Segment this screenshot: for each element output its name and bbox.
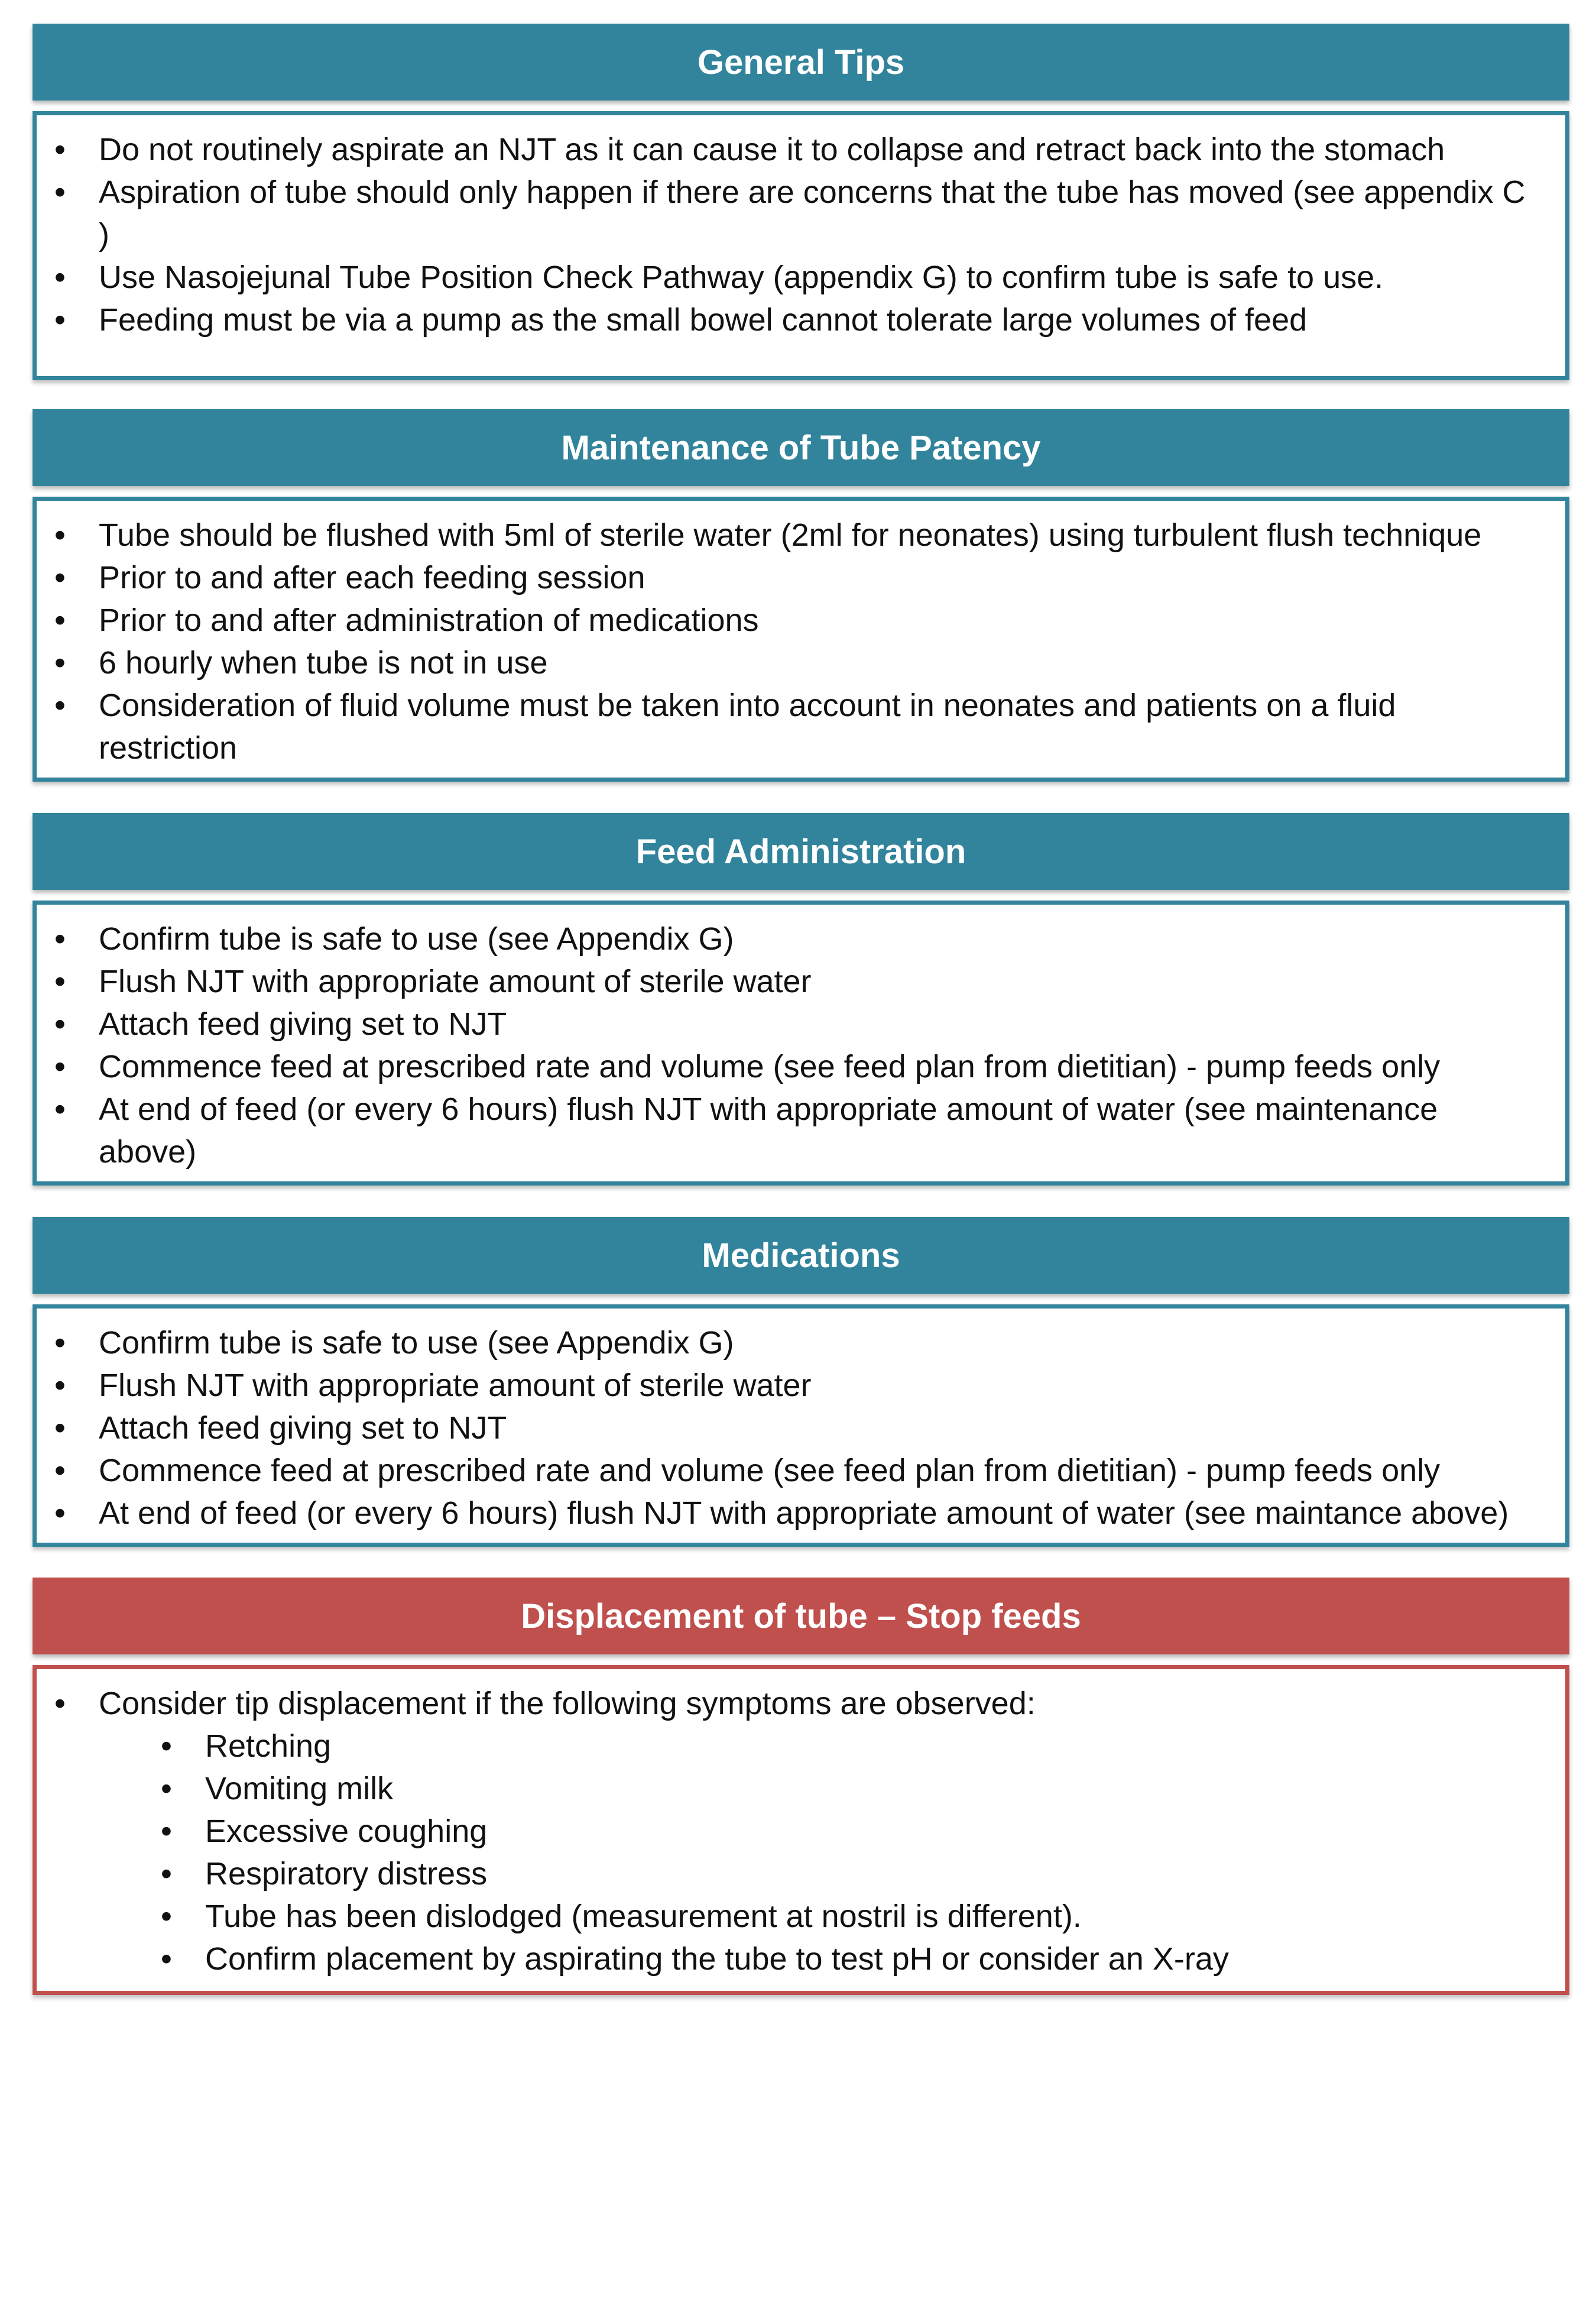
list-item: • Consideration of fluid volume must be taken into account in neonates and patients on a fluid restriction	[37, 684, 1542, 769]
list-item: • Attach feed giving set to NJT	[37, 1407, 1542, 1449]
list-item: • Confirm tube is safe to use (see Appendix G)	[37, 1322, 1542, 1364]
bullet-icon: •	[161, 1856, 172, 1892]
section-title: Maintenance of Tube Patency	[561, 428, 1041, 467]
bullet-icon: •	[54, 132, 66, 167]
list-item: • Feeding must be via a pump as the small bowel cannot tolerate large volumes of feed	[37, 299, 1542, 341]
list-item: • Prior to and after administration of medications	[37, 599, 1542, 642]
section-header	[33, 24, 1569, 101]
sub-list-item: • Retching	[37, 1725, 1542, 1767]
sub-list-item: • Tube has been dislodged (measurement at nostril is different).	[37, 1895, 1542, 1938]
bullet-icon: •	[161, 1728, 172, 1764]
section-title: Feed Administration	[635, 832, 966, 871]
bullet-icon: •	[54, 517, 66, 553]
list-item: • Flush NJT with appropriate amount of sterile water	[37, 960, 1542, 1003]
section-body	[33, 1304, 1569, 1547]
section-title: Medications	[702, 1236, 900, 1275]
list-item: • At end of feed (or every 6 hours) flush NJT with appropriate amount of water (see maintance above)	[37, 1492, 1542, 1534]
bullet-icon: •	[54, 560, 66, 595]
bullet-icon: •	[54, 1325, 66, 1361]
bullet-icon: •	[161, 1771, 172, 1806]
list-item: • Consider tip displacement if the following symptoms are observed:	[37, 1682, 1542, 1725]
section-header	[33, 1578, 1569, 1654]
bullet-icon: •	[54, 964, 66, 999]
bullet-icon: •	[161, 1813, 172, 1849]
list-item: • Confirm tube is safe to use (see Appendix G)	[37, 918, 1542, 960]
bullet-list	[37, 128, 1542, 341]
bullet-icon: •	[54, 1686, 66, 1721]
list-item: • Tube should be flushed with 5ml of sterile water (2ml for neonates) using turbulent flush technique	[37, 514, 1542, 556]
section-body	[33, 497, 1569, 782]
list-item: • Use Nasojejunal Tube Position Check Pathway (appendix G) to confirm tube is safe to use.	[37, 256, 1542, 299]
section-header	[33, 813, 1569, 890]
list-item: • Aspiration of tube should only happen if there are concerns that the tube has moved (see appendix C )	[37, 171, 1542, 256]
bullet-list	[37, 1322, 1542, 1534]
section-title: General Tips	[697, 43, 905, 82]
bullet-icon: •	[54, 1453, 66, 1488]
bullet-list	[37, 1682, 1542, 1980]
bullet-icon: •	[54, 1495, 66, 1531]
section-title: Displacement of tube – Stop feeds	[521, 1596, 1081, 1635]
bullet-icon: •	[54, 688, 66, 723]
bullet-icon: •	[54, 1006, 66, 1042]
sub-list-item: • Vomiting milk	[37, 1767, 1542, 1810]
sub-list-item: • Confirm placement by aspirating the tube to test pH or consider an X-ray	[37, 1938, 1542, 1980]
bullet-icon: •	[54, 302, 66, 338]
bullet-icon: •	[54, 645, 66, 681]
section-header	[33, 1217, 1569, 1294]
bullet-icon: •	[54, 174, 66, 210]
section-body	[33, 1665, 1569, 1995]
list-item: • 6 hourly when tube is not in use	[37, 642, 1542, 684]
bullet-icon: •	[54, 603, 66, 638]
sub-list-item: • Respiratory distress	[37, 1852, 1542, 1895]
bullet-icon: •	[54, 1410, 66, 1446]
bullet-list	[37, 918, 1542, 1173]
bullet-icon: •	[161, 1899, 172, 1934]
bullet-icon: •	[161, 1941, 172, 1977]
section-body	[33, 111, 1569, 380]
bullet-icon: •	[54, 1368, 66, 1403]
bullet-icon: •	[54, 1092, 66, 1127]
list-item: • Commence feed at prescribed rate and volume (see feed plan from dietitian) - pump feeds only	[37, 1449, 1542, 1492]
list-item: • Flush NJT with appropriate amount of sterile water	[37, 1364, 1542, 1407]
section-header	[33, 409, 1569, 486]
list-item: • At end of feed (or every 6 hours) flush NJT with appropriate amount of water (see maintenance above)	[37, 1088, 1542, 1173]
list-item: • Prior to and after each feeding session	[37, 556, 1542, 599]
section-body	[33, 901, 1569, 1186]
bullet-icon: •	[54, 921, 66, 957]
bullet-list	[37, 514, 1542, 769]
list-item: • Attach feed giving set to NJT	[37, 1003, 1542, 1045]
sub-list-item: • Excessive coughing	[37, 1810, 1542, 1852]
list-item: • Do not routinely aspirate an NJT as it can cause it to collapse and retract back into the stomach	[37, 128, 1542, 171]
bullet-icon: •	[54, 260, 66, 295]
bullet-icon: •	[54, 1049, 66, 1084]
list-item: • Commence feed at prescribed rate and volume (see feed plan from dietitian) - pump feeds only	[37, 1045, 1542, 1088]
